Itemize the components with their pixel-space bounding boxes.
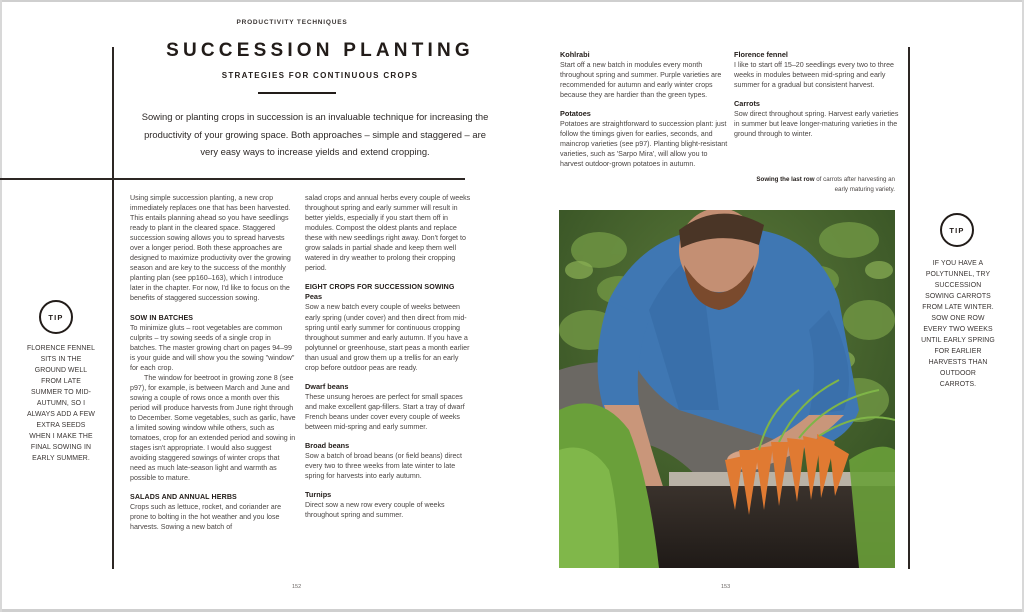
- left-column-2: [305, 193, 471, 520]
- caption-text: of carrots after harvesting an early maturing variety.: [814, 176, 895, 193]
- right-column-2: [734, 50, 904, 139]
- heading-eight-crops: EIGHT CROPS FOR SUCCESSION SOWING: [305, 283, 455, 292]
- heading-sow-in-batches: SOW IN BATCHES: [130, 313, 194, 322]
- crop-text: Sow direct throughout spring. Harvest early varieties in summer but leave longer-maturing varieties in the ground through to winter.: [734, 110, 899, 139]
- tip-text-right: IF YOU HAVE A POLYTUNNEL, TRY SUCCESSION SOWING CARROTS FROM LATE WINTER. SOW ONE ROW EVERY TWO WEEKS UNTIL EARLY SPRING FOR EARLIER HARVESTS THAN OUTDOOR CARROTS.: [921, 260, 995, 388]
- crop-text: Potatoes are straightforward to succession plant: just follow the timings given for earlies, seconds, and maincrop varieties (see p97). Planting blight-resistant varieties, such as 'Sarpo Mira', will allow you to harvest outdoor-grown potatoes in autumn.: [560, 120, 728, 169]
- page-number-right: 153: [721, 584, 731, 590]
- tip-text-left: FLORENCE FENNEL SITS IN THE GROUND WELL FROM LATE SUMMER TO MID-AUTUMN, SO I ALWAYS ADD A FEW EXTRA SEEDS WHEN I MAKE THE FINAL SOWING IN EARLY SUMMER.: [26, 345, 96, 462]
- photo-man-sowing-carrots: [559, 210, 895, 568]
- caption-lead: Sowing the last row: [756, 176, 815, 183]
- crop-text: Start off a new batch in modules every month throughout spring and summer. Purple varieties are recommended for autumn and early winter crops because they are hardier than the green types.: [560, 61, 722, 100]
- photo-illustration: [559, 210, 895, 568]
- horizontal-rule-left: [0, 178, 465, 180]
- intro-paragraph: Sowing or planting crops in succession is an invaluable technique for increasing the productivity of your growing space. Both approaches – simple and staggered – are very easy ways to increase yields and extend cropping.: [141, 111, 489, 158]
- crop-text: I like to start off 15–20 seedlings every two to three weeks in modules between mid-spring and early summer for a gradual but consistent harvest.: [734, 61, 894, 90]
- body-paragraph: salad crops and annual herbs every couple of weeks throughout spring and early summer will result in better yields, especially if you start them off in modules. Compost the oldest plants and replace these with new seedlings right away. Don't forget to grow salads in partial shade and keep them well watered in dry weather to prolong their cropping period.: [305, 194, 471, 273]
- page-subtitle: STRATEGIES FOR CONTINUOUS CROPS: [221, 71, 419, 80]
- crop-name: Broad beans: [305, 441, 350, 451]
- photo-caption: [750, 175, 895, 194]
- tip-badge-left: TIP: [39, 300, 73, 334]
- section-kicker: PRODUCTIVITY TECHNIQUES: [236, 19, 348, 26]
- left-column-1: [130, 193, 296, 533]
- page-edge-left: [0, 0, 2, 612]
- crop-text: These unsung heroes are perfect for small spaces and make excellent gap-fillers. Start a tray of dwarf French beans under cover every couple of weeks between mid-spring and early summer.: [305, 392, 465, 431]
- heading-salads: SALADS AND ANNUAL HERBS: [130, 493, 237, 502]
- crop-name: Turnips: [305, 490, 332, 500]
- crop-name: Kohlrabi: [560, 50, 590, 59]
- crop-text: Sow a new batch every couple of weeks between early spring (under cover) and then direct from mid-spring until early summer for continuous cropping throughout summer and early autumn. If you have a polytunnel or greenhouse, start peas a month earlier than usual and grow them up a trellis for an early crop before outdoor peas are ready.: [305, 303, 470, 372]
- crop-name: Carrots: [734, 99, 760, 109]
- page-number-left: 152: [292, 584, 302, 590]
- body-paragraph: Using simple succession planting, a new crop immediately replaces one that has been harvested. This entails planning ahead so you have seedlings ready to plant in the cleared space. Staggered succession sowing allows you to spread harvests over a longer period. Both these approaches are designed to maximize productivity over the growing season and are key to the success of the monthly planting plan (see pp160–163), which I introduce later in the chapter. For now, I'd like to focus on the benefits of staggered succession sowing.: [130, 194, 291, 303]
- page-edge-top: [0, 0, 1024, 2]
- body-paragraph: The window for beetroot in growing zone 8 (see p97), for example, is between March and June and sowing a couple of rows once a month over this period will produce harvests from June right through to December. Some vegetables, such as garlic, have a limited sowing window while others, such as tomatoes, crop for an extended period and sowing in stages isn't appropriate. I would also suggest avoiding staggered sowings of winter crops that need as much late-season light and warmth as possible to mature.: [130, 373, 296, 483]
- crop-name: Dwarf beans: [305, 381, 349, 391]
- crop-text: Direct sow a new row every couple of weeks throughout spring and summer.: [305, 501, 445, 520]
- vertical-rule-left: [112, 47, 114, 569]
- tip-badge-right: TIP: [940, 213, 974, 247]
- crop-name: Florence fennel: [734, 50, 788, 59]
- crop-text: Sow a batch of broad beans (or field beans) direct every two to three weeks from late winter to late spring for harvests into early autumn.: [305, 452, 462, 481]
- crop-name: Peas: [305, 292, 323, 302]
- right-column-1: [560, 50, 728, 170]
- title-underline: [258, 92, 336, 94]
- crop-name: Potatoes: [560, 109, 591, 119]
- page-title: SUCCESSION PLANTING: [166, 40, 474, 61]
- body-paragraph: Crops such as lettuce, rocket, and coriander are prone to bolting in the hot weather and you lose harvests. Sowing a new batch of: [130, 503, 282, 532]
- vertical-rule-right: [908, 47, 910, 569]
- body-paragraph: To minimize gluts – root vegetables are common culprits – try sowing seeds of a single crop in batches. The master growing chart on pages 94–99 is your guide and will show you the sowing "window" for each crop.: [130, 323, 295, 372]
